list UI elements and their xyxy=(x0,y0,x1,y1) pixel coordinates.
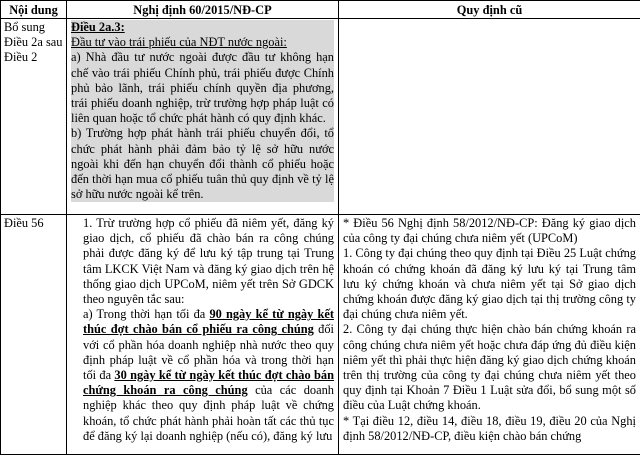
decree-cell xyxy=(67,215,339,455)
emphasis-90-days: 90 ngày kể từ ngày kết thúc đợt chào bán cổ phiếu ra công chúng xyxy=(83,307,334,337)
clause-1a xyxy=(71,307,334,444)
row-label xyxy=(1,215,67,455)
old-clause-1: 1. Công ty đại chúng theo quy định tại Điều 25 Luật chứng khoán có chứng khoán đã đăng ký lưu ký tại Trung tâm lưu ký chứng khoán và chưa niêm yết tại Sở giao dịch chứng khoán được đăng ký giao dịch tại thị trường công ty đại chúng chưa niêm yết. xyxy=(343,246,636,322)
header-decree: Nghị định 60/2015/NĐ-CP xyxy=(67,1,339,19)
old-clause-3: * Tại điều 12, điều 14, điều 18, điều 19, điều 20 của Nghị định 58/2012/NĐ-CP, điều kiện chào bán chứng xyxy=(343,413,636,443)
row-label-text: Bổ sung Điều 2a sau Điều 2 xyxy=(4,20,63,65)
article-intro: Đầu tư vào trái phiếu của NĐT nước ngoài: xyxy=(71,35,287,50)
old-clause-2: 2. Công ty đại chúng thực hiện chào bán chứng khoán ra công chúng chưa niêm yết hoặc chưa đáp ứng đủ điều kiện niêm yết thì phải thực hiện đăng ký giao dịch chứng khoán trên thị trường của công ty đại chúng chưa niêm yết theo quy định tại Khoản 7 Điều 1 Luật sửa đổi, bổ sung một số điều của Luật chứng khoán. xyxy=(343,322,636,413)
clause-text: a) Trong thời hạn tối đa xyxy=(83,307,210,322)
decree-cell xyxy=(67,19,339,215)
clause-text: đối với cổ phần hóa doanh nghiệp nhà nước theo quy định pháp luật về cổ phần hóa và trong thời hạn tối đa xyxy=(83,322,334,383)
old-clause-heading: * Điều 56 Nghị định 58/2012/NĐ-CP: Đăng ký giao dịch của công ty đại chúng chưa niêm yết (UPCoM) xyxy=(343,216,636,246)
old-regulation-cell xyxy=(339,215,640,455)
paragraph-b: b) Trường hợp phát hành trái phiếu chuyển đổi, tổ chức phát hành phải đảm bảo tỷ lệ sở hữu nước ngoài khi đến hạn chuyển đổi thành cổ phiếu hoặc đến thời hạn mua cổ phiếu tuân thủ quy định về tỷ lệ sở hữu nước ngoài kể trên. xyxy=(71,126,334,202)
paragraph-a: a) Nhà đầu tư nước ngoài được đầu tư không hạn chế vào trái phiếu Chính phủ, trái phiếu được Chính phủ bảo lãnh, trái phiếu chính quyền địa phương, trái phiếu doanh nghiệp, trừ trường hợp pháp luật có liên quan hoặc tổ chức phát hành có quy định khác. xyxy=(71,50,334,126)
table-row xyxy=(1,215,640,455)
table-row xyxy=(1,19,640,215)
article-title: Điều 2a.3: xyxy=(71,20,125,34)
old-regulation-cell xyxy=(339,19,640,215)
row-label-text: Điều 56 xyxy=(4,216,44,230)
highlighted-block xyxy=(71,20,334,202)
table-header-row xyxy=(1,1,640,19)
row-label xyxy=(1,19,67,215)
emphasis-30-days: 30 ngày kể từ ngày kết thúc đợt chào bán chứng khoán ra công chúng xyxy=(83,368,334,398)
clause-1: 1. Trừ trường hợp cổ phiếu đã niêm yết, đăng ký giao dịch, cổ phiếu đã chào bán ra công chúng phải được đăng ký để lưu ký tập trung tại Trung tâm LKCK Việt Nam và đăng ký giao dịch trên hệ thống giao dịch UPCoM, niêm yết trên Sở GDCK theo nguyên tắc sau: xyxy=(83,216,334,307)
clause-text: của các doanh nghiệp khác theo quy định pháp luật về chứng khoán, tổ chức phát hành phải hoàn tất các thủ tục để đăng ký lại doanh nghiệp (nếu có), đăng ký lưu xyxy=(83,383,334,443)
header-old-regulation: Quy định cũ xyxy=(339,1,640,19)
header-content: Nội dung xyxy=(1,1,67,19)
